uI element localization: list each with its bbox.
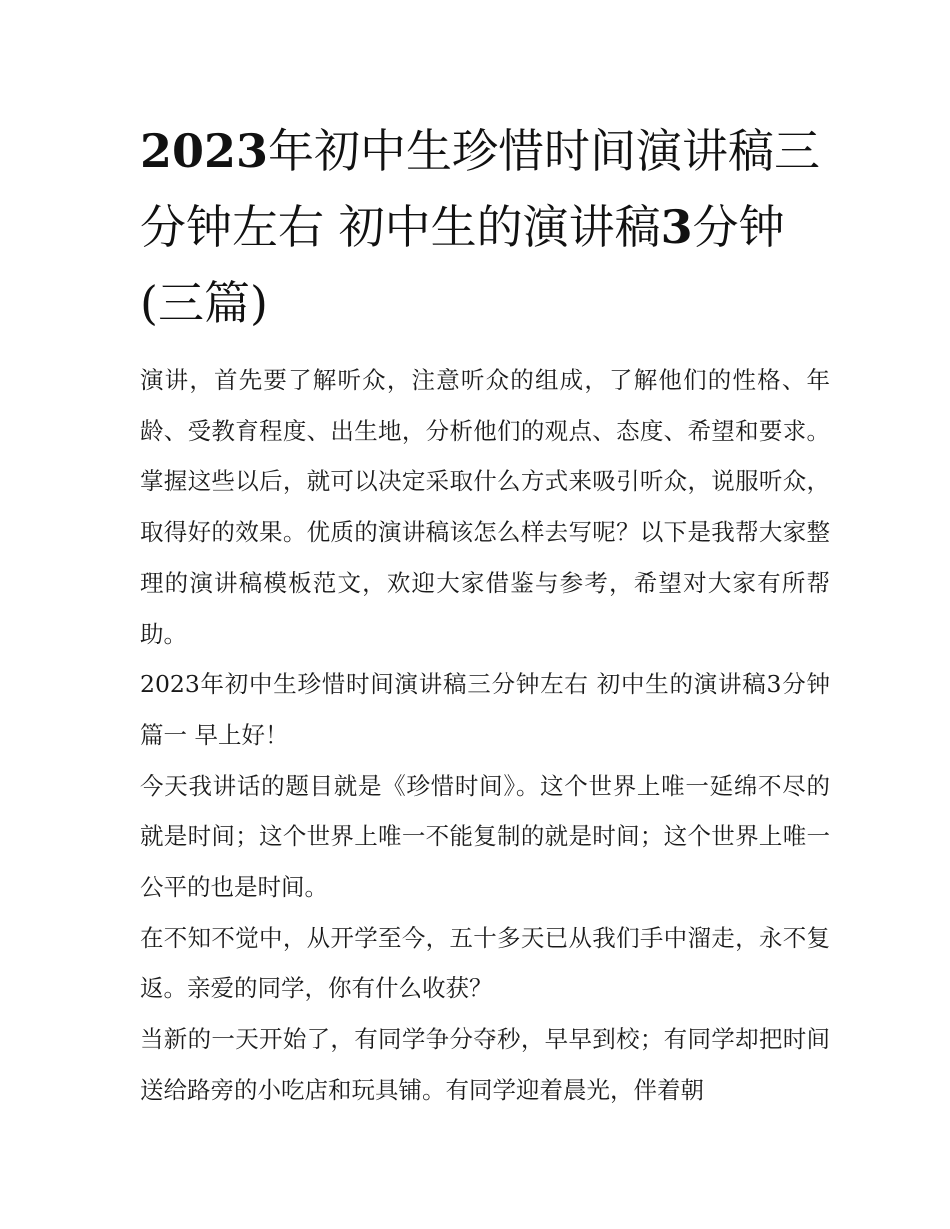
document-title: 2023年初中生珍惜时间演讲稿三分钟左右 初中生的演讲稿3分钟(三篇) (140, 124, 821, 330)
paragraph-new-day: 当新的一天开始了，有同学争分夺秒，早早到校；有同学却把时间送给路旁的小吃店和玩具铺。有同学迎着晨光，伴着朝 (140, 1025, 830, 1104)
title-number: 2023 (140, 124, 269, 178)
paragraph-intro: 演讲，首先要了解听众，注意听众的组成，了解他们的性格、年龄、受教育程度、出生地，分析他们的观点、态度、希望和要求。掌握这些以后，就可以决定采取什么方式来吸引听众，说服听众，取得好的效果。优质的演讲稿该怎么样去写呢？以下是我帮大家整理的演讲稿模板范文，欢迎大家借鉴与参考，希望对大家有所帮助。 (140, 366, 830, 648)
document-body (140, 355, 830, 1116)
paragraph-time-passed: 在不知不觉中，从开学至今，五十多天已从我们手中溜走，永不复返。亲爱的同学，你有什么收获？ (140, 923, 830, 1003)
paragraph-section-heading: 2023年初中生珍惜时间演讲稿三分钟左右 初中生的演讲稿3分钟篇一 早上好！ (140, 670, 830, 749)
paragraph-topic: 今天我讲话的题目就是《珍惜时间》。这个世界上唯一延绵不尽的就是时间；这个世界上唯一不能复制的就是时间；这个世界上唯一公平的也是时间。 (140, 771, 830, 902)
title-number: 3 (660, 200, 693, 254)
